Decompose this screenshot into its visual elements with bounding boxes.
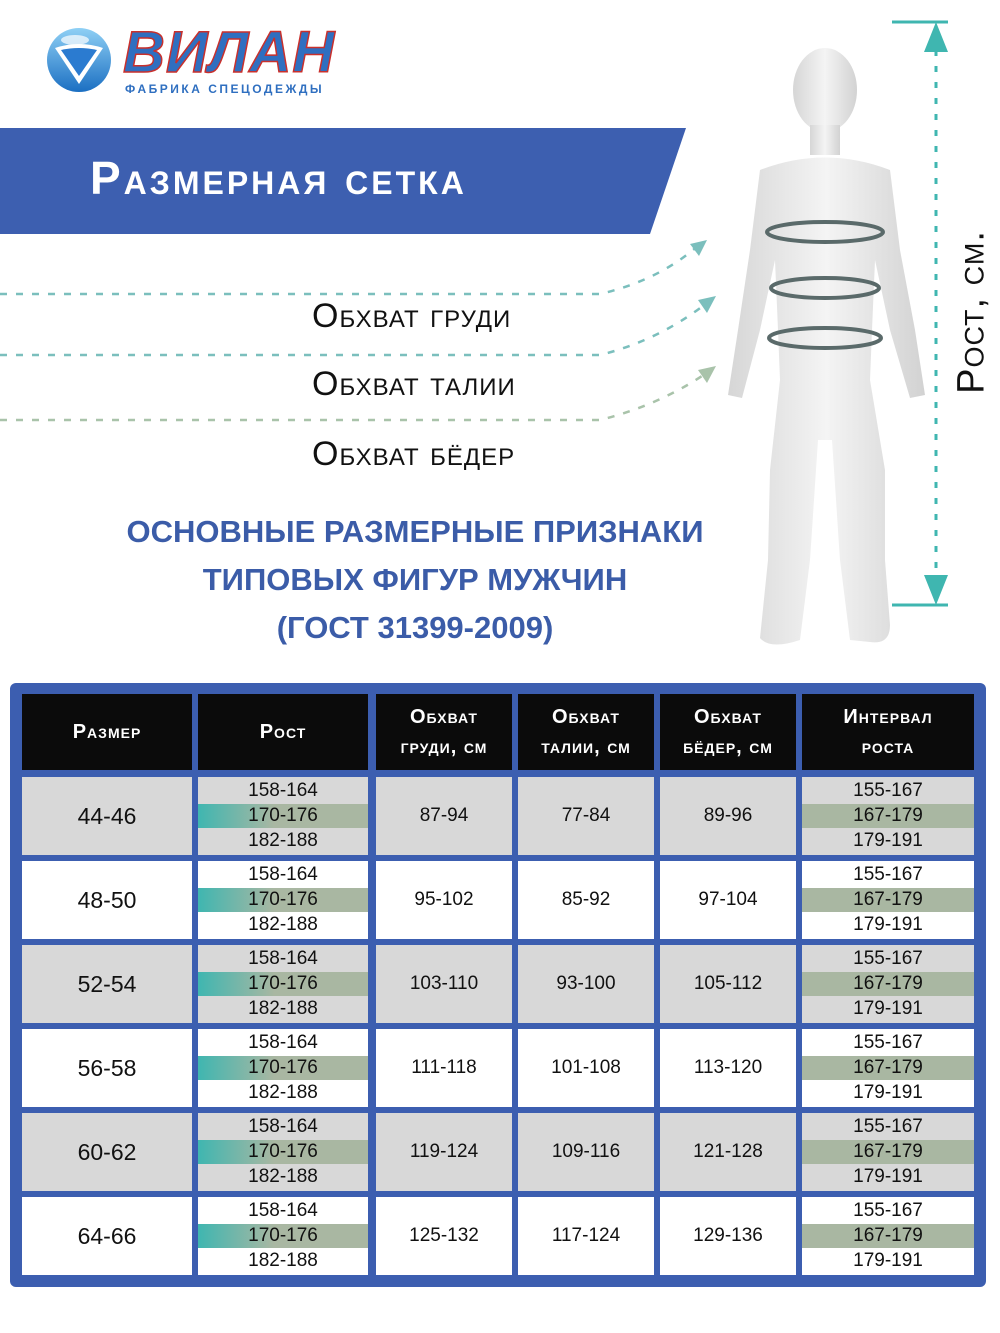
- vilan-logo-icon: [45, 26, 113, 94]
- header-hips: Обхват бёдер, см: [660, 694, 796, 770]
- range-value: 170-176: [248, 972, 318, 994]
- waist-cell: 117-124: [518, 1197, 654, 1275]
- waist-cell: 109-116: [518, 1113, 654, 1191]
- height-range-cell: [198, 1113, 368, 1191]
- range-value: 170-176: [248, 888, 318, 910]
- height-range-cell: [198, 861, 368, 939]
- interval-range-cell: [802, 861, 974, 939]
- interval-range-cell: [802, 1113, 974, 1191]
- page-title: Размерная сетка: [90, 152, 467, 204]
- header-interval: Интервал роста: [802, 694, 974, 770]
- range-value: 179-191: [853, 1249, 923, 1271]
- height-range-cell: [198, 1197, 368, 1275]
- range-value: 167-179: [853, 888, 923, 910]
- range-value: 170-176: [248, 1056, 318, 1078]
- table-subtitle: [40, 508, 790, 652]
- range-value: 170-176: [248, 1140, 318, 1162]
- range-value: 182-188: [248, 829, 318, 851]
- height-range-cell: [198, 777, 368, 855]
- range-value: 167-179: [853, 1056, 923, 1078]
- chest-cell: 95-102: [376, 861, 512, 939]
- range-value: 182-188: [248, 1249, 318, 1271]
- header-size: Размер: [22, 694, 192, 770]
- range-value: 182-188: [248, 997, 318, 1019]
- range-value: 158-164: [248, 1116, 318, 1138]
- range-value: 182-188: [248, 1081, 318, 1103]
- hips-cell: 97-104: [660, 861, 796, 939]
- waist-cell: 85-92: [518, 861, 654, 939]
- interval-range-cell: [802, 1029, 974, 1107]
- range-value: 167-179: [853, 804, 923, 826]
- size-cell: 48-50: [22, 861, 192, 939]
- height-label-text: Рост, см.: [950, 230, 993, 394]
- hips-cell: 129-136: [660, 1197, 796, 1275]
- brand-name: ВИЛАН: [123, 20, 336, 85]
- subtitle-line-2: ТИПОВЫХ ФИГУР МУЖЧИН: [202, 562, 628, 597]
- waist-cell: 93-100: [518, 945, 654, 1023]
- header-waist: Обхват талии, см: [518, 694, 654, 770]
- header-chest: Обхват груди, см: [376, 694, 512, 770]
- brand-logo: [45, 22, 345, 102]
- height-range-cell: [198, 945, 368, 1023]
- range-value: 179-191: [853, 997, 923, 1019]
- range-value: 158-164: [248, 780, 318, 802]
- chest-cell: 119-124: [376, 1113, 512, 1191]
- range-value: 182-188: [248, 913, 318, 935]
- range-value: 155-167: [853, 1116, 923, 1138]
- interval-range-cell: [802, 1197, 974, 1275]
- range-value: 179-191: [853, 1165, 923, 1187]
- waist-label: Обхват талии: [312, 365, 516, 403]
- subtitle-line-1: ОСНОВНЫЕ РАЗМЕРНЫЕ ПРИЗНАКИ: [126, 514, 704, 549]
- interval-range-cell: [802, 945, 974, 1023]
- subtitle-line-3: (ГОСТ 31399-2009): [276, 610, 554, 645]
- range-value: 158-164: [248, 948, 318, 970]
- brand-tagline: ФАБРИКА СПЕЦОДЕЖДЫ: [125, 82, 325, 96]
- hips-label: Обхват бёдер: [312, 435, 516, 473]
- size-cell: 64-66: [22, 1197, 192, 1275]
- hips-cell: 113-120: [660, 1029, 796, 1107]
- chest-cell: 125-132: [376, 1197, 512, 1275]
- interval-range-cell: [802, 777, 974, 855]
- range-value: 158-164: [248, 1032, 318, 1054]
- range-value: 167-179: [853, 972, 923, 994]
- range-value: 179-191: [853, 829, 923, 851]
- chest-cell: 103-110: [376, 945, 512, 1023]
- height-label: [947, 232, 997, 392]
- size-cell: 56-58: [22, 1029, 192, 1107]
- range-value: 170-176: [248, 804, 318, 826]
- range-value: 179-191: [853, 1081, 923, 1103]
- hips-cell: 105-112: [660, 945, 796, 1023]
- range-value: 167-179: [853, 1140, 923, 1162]
- size-cell: 44-46: [22, 777, 192, 855]
- size-cell: 60-62: [22, 1113, 192, 1191]
- range-value: 158-164: [248, 1200, 318, 1222]
- range-value: 170-176: [248, 1224, 318, 1246]
- range-value: 158-164: [248, 864, 318, 886]
- range-value: 155-167: [853, 864, 923, 886]
- range-value: 167-179: [853, 1224, 923, 1246]
- waist-cell: 77-84: [518, 777, 654, 855]
- range-value: 179-191: [853, 913, 923, 935]
- hips-cell: 121-128: [660, 1113, 796, 1191]
- waist-cell: 101-108: [518, 1029, 654, 1107]
- hips-cell: 89-96: [660, 777, 796, 855]
- chest-cell: 111-118: [376, 1029, 512, 1107]
- range-value: 182-188: [248, 1165, 318, 1187]
- chest-label: Обхват груди: [312, 297, 512, 335]
- chest-cell: 87-94: [376, 777, 512, 855]
- size-table: [10, 683, 986, 1287]
- range-value: 155-167: [853, 780, 923, 802]
- header-height: Рост: [198, 694, 368, 770]
- size-cell: 52-54: [22, 945, 192, 1023]
- range-value: 155-167: [853, 948, 923, 970]
- height-range-cell: [198, 1029, 368, 1107]
- range-value: 155-167: [853, 1032, 923, 1054]
- range-value: 155-167: [853, 1200, 923, 1222]
